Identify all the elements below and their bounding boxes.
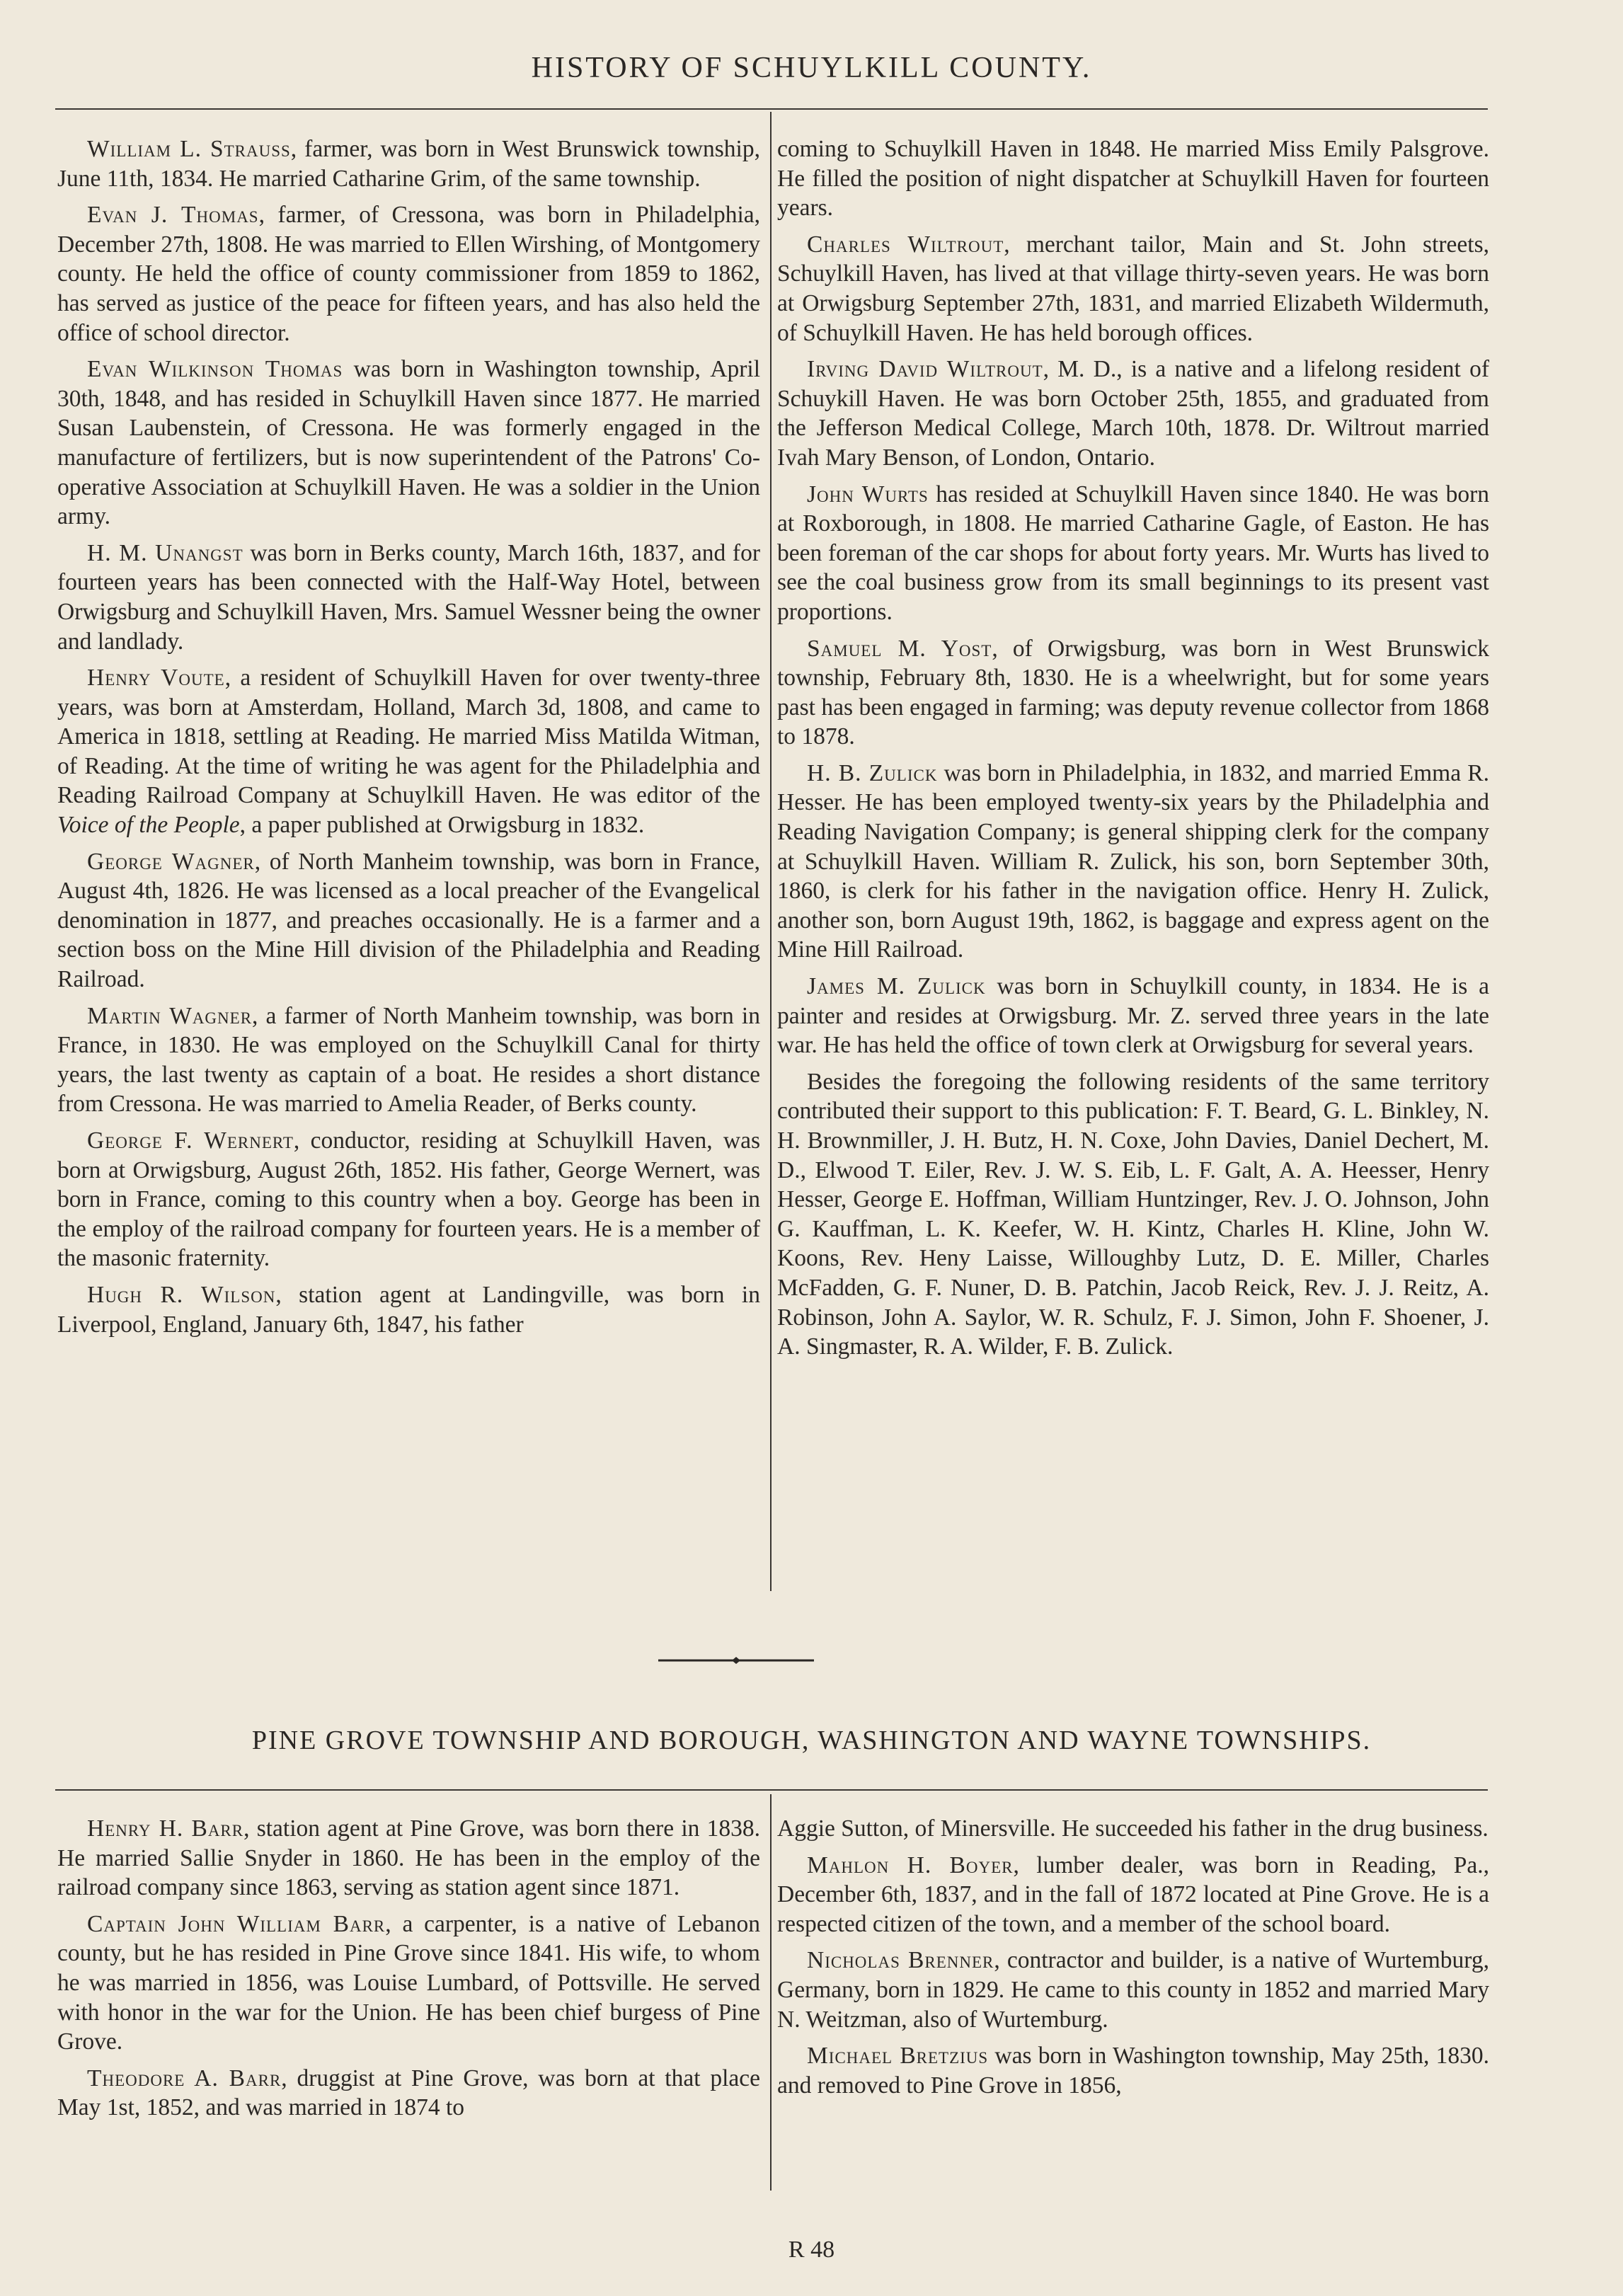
entry-name: Michael Bretzius <box>807 2043 989 2070</box>
entry-evan-j-thomas <box>57 200 760 348</box>
entry-text: , station agent at Landingville, was born in Liverpool, England, January 6th, 1847, his father <box>57 1281 760 1338</box>
entry-name: John Wurts <box>807 481 929 507</box>
entry-text: was born in Berks county, March 16th, 1837, and for fourteen years has been connected with the Half-Way Hotel, between Orwigsburg and Schuylkill Haven, Mrs. Samuel Wessner being the owner and landlady. <box>57 539 760 655</box>
entry-h-b-zulick <box>777 759 1489 965</box>
entry-name: Theodore A. Barr <box>87 2065 282 2091</box>
entry-name: Samuel M. Yost <box>807 635 992 662</box>
entry-text: has resided at Schuylkill Haven since 1840. He was born at Roxborough, in 1808. He married Catharine Gagle, of Easton. He has been foreman of the car shops for about forty years. Mr. Wurts has lived to see the coal business grow from its small beginnings to its present vast proportions. <box>777 481 1489 625</box>
closing-paragraph: Besides the foregoing the following residents of the same territory contributed their support to this publication: F. T. Beard, G. L. Binkley, N. H. Brownmiller, J. H. Butz, H. N. Coxe, John Davies, Daniel Dechert, M. D., Elwood T. Eiler, Rev. J. W. S. Eib, L. F. Galt, A. A. Heesser, Henry Hesser, George E. Hoffman, William Huntzinger, Rev. J. O. Johnson, John G. Kauffman, L. K. Keefer, W. H. Kintz, Charles H. Kline, John W. Koons, Rev. Heny Laisse, Willoughby Lutz, D. E. Miller, Charles McFadden, G. F. Nuner, D. B. Patchin, Jacob Reick, Rev. J. J. Reitz, A. Robinson, John A. Saylor, W. R. Schulz, F. J. Simon, John F. Shoener, J. A. Singmaster, R. A. Wilder, F. B. Zulick. <box>777 1068 1489 1360</box>
section-title: PINE GROVE TOWNSHIP AND BOROUGH, WASHINGTON AND WAYNE TOWNSHIPS. <box>251 1726 1372 1755</box>
entry-text: , contractor and builder, is a native of Wurtemburg, Germany, born in 1829. He came to this county in 1852 and married Mary N. Weitzman, also of Wurtemburg. <box>777 1947 1489 2033</box>
entry-text: was born in Washington township, May 25th, 1830. and removed to Pine Grove in 1856, <box>777 2043 1489 2099</box>
entry-irving-david-wiltrout <box>777 355 1489 472</box>
entry-text: was born in Washington township, April 30th, 1848, and has resided in Schuylkill Haven since 1877. He married Susan Laubenstein, of Cressona. He was formerly engaged in the manufacture of fertilizers, but is now superintendent of the Patrons' Co-operative Association at Schuylkill Haven. He was a soldier in the Union army. <box>57 356 760 530</box>
entry-name: Mahlon H. Boyer <box>807 1852 1014 1878</box>
entry-henry-voute <box>57 663 760 840</box>
entry-continuation: coming to Schuylkill Haven in 1848. He married Miss Emily Palsgrove. He filled the position of night dispatcher at Schuylkill Haven for fourteen years. <box>777 136 1489 222</box>
section1-left-column <box>57 134 760 1339</box>
section-rule <box>55 1789 1488 1791</box>
entry-text: , lumber dealer, was born in Reading, Pa., December 6th, 1837, and in the fall of 1872 located at Pine Grove. He is a respected citizen of the town, and a member of the school board. <box>777 1852 1489 1937</box>
top-rule <box>55 108 1488 110</box>
entry-name: H. B. Zulick <box>807 759 938 786</box>
entry-william-l-strauss <box>57 134 760 193</box>
entry-name: Irving David Wiltrout <box>807 356 1043 383</box>
entry-text: , a carpenter, is a native of Lebanon county, but he has resided in Pine Grove since 1841. His wife, to whom he was married in 1856, was Louise Lumbard, of Pottsville. He served with honor in the war for the Union. He has been chief burgess of Pine Grove. <box>57 1910 760 2055</box>
entry-text: , merchant tailor, Main and St. John streets, Schuylkill Haven, has lived at that village thirty-seven years. He was born at Orwigsburg September 27th, 1831, and married Elizabeth Wildermuth, of Schuylkill Haven. He has held borough offices. <box>777 231 1489 346</box>
entry-text-end: , a paper published at Orwigsburg in 1832. <box>239 812 645 839</box>
entry-name: Captain John William Barr <box>87 1910 386 1937</box>
section1-column-divider <box>770 112 772 1591</box>
entry-samuel-m-yost <box>777 634 1489 752</box>
entry-nicholas-brenner <box>777 1946 1489 2034</box>
entry-name: George Wagner <box>87 848 255 875</box>
entry-name: Evan Wilkinson Thomas <box>87 356 343 383</box>
entry-michael-bretzius <box>777 2041 1489 2100</box>
entry-theodore-a-barr <box>57 2064 760 2123</box>
entry-name: Hugh R. Wilson <box>87 1281 276 1308</box>
entry-name: H. M. Unangst <box>87 539 243 566</box>
entry-text: , farmer, of Cressona, was born in Philadelphia, December 27th, 1808. He was married to Ellen Wirshing, of Montgomery county. He held the office of county commissioner from 1859 to 1862, has served as justice of the peace for fifteen years, and has also held the office of school director. <box>57 202 760 346</box>
entry-text: was born in Philadelphia, in 1832, and married Emma R. Hesser. He has been employed twenty-six years by the Philadelphia and Reading Navigation Company; is general shipping clerk for the company at Schuylkill Haven. William R. Zulick, his son, born September 30th, 1860, is clerk for his father in the navigation office. Henry H. Zulick, another son, born August 19th, 1862, is baggage and express agent on the Mine Hill Railroad. <box>777 759 1489 963</box>
entry-mahlon-h-boyer <box>777 1851 1489 1939</box>
section1-right-column <box>777 134 1489 1362</box>
entry-text: , a farmer of North Manheim township, was born in France, in 1830. He was employed on the Schuylkill Canal for thirty years, the last twenty as captain of a boat. He resides a short distance from Cressona. He was married to Amelia Reader, of Berks county. <box>57 1002 760 1118</box>
page-title: HISTORY OF SCHUYLKILL COUNTY. <box>531 52 1092 84</box>
entry-continuation: Aggie Sutton, of Minersville. He succeeded his father in the drug business. <box>777 1815 1489 1842</box>
entry-hugh-r-wilson <box>57 1280 760 1339</box>
entry-text: , M. D., is a native and a lifelong resident of Schuykill Haven. He was born October 25th, 1855, and graduated from the Jefferson Medical College, March 10th, 1878. Dr. Wiltrout married Ivah Mary Benson, of London, Ontario. <box>777 356 1489 471</box>
ornament-divider <box>658 1655 814 1665</box>
entry-text: , station agent at Pine Grove, was born there in 1838. He married Sallie Snyder in 1860. He has been in the employ of the railroad company since 1863, serving as station agent since 1871. <box>57 1815 760 1901</box>
entry-george-wagner <box>57 847 760 994</box>
entry-name: William L. Strauss <box>87 136 291 162</box>
entry-name: Evan J. Thomas <box>87 202 259 229</box>
entry-name: Martin Wagner <box>87 1002 253 1029</box>
entry-name: Henry Voute <box>87 665 225 691</box>
entry-evan-wilkinson-thomas <box>57 355 760 532</box>
entry-text: , of North Manheim township, was born in France, August 4th, 1826. He was licensed as a local preacher of the Evangelical denomination in 1877, and preaches occasionally. He is a farmer and a section boss on the Mine Hill division of the Philadelphia and Reading Railroad. <box>57 848 760 993</box>
entry-martin-wagner <box>57 1001 760 1119</box>
entry-text: , a resident of Schuylkill Haven for over twenty-three years, was born at Amsterdam, Holland, March 3d, 1808, and came to America in 1818, settling at Reading. He married Miss Matilda Witman, of Reading. At the time of writing he was agent for the Philadelphia and Reading Railroad Company at Schuylkill Haven. He was editor of the <box>57 665 760 809</box>
entry-name: James M. Zulick <box>807 973 986 1000</box>
entry-text: , farmer, was born in West Brunswick township, June 11th, 1834. He married Catharine Grim, of the same township. <box>57 136 760 192</box>
entry-text: , of Orwigsburg, was born in West Brunswick township, February 8th, 1830. He is a wheelwright, but for some years past has been engaged in farming; was deputy revenue collector from 1868 to 1878. <box>777 635 1489 750</box>
section2-left-column <box>57 1814 760 2123</box>
entry-text: , conductor, residing at Schuylkill Haven, was born at Orwigsburg, August 26th, 1852. His father, George Wernert, was born in France, coming to this country when a boy. George has been in the employ of the railroad company for fourteen years. He is a member of the masonic fraternity. <box>57 1127 760 1272</box>
entry-text: , druggist at Pine Grove, was born at that place May 1st, 1852, and was married in 1874 to <box>57 2065 760 2121</box>
entry-henry-h-barr <box>57 1814 760 1902</box>
entry-name: George F. Wernert <box>87 1127 294 1154</box>
entry-george-f-wernert <box>57 1126 760 1273</box>
newspaper-title: Voice of the People <box>57 812 240 839</box>
entry-name: Nicholas Brenner <box>807 1947 994 1974</box>
entry-charles-wiltrout <box>777 230 1489 348</box>
entry-name: Henry H. Barr <box>87 1815 244 1842</box>
entry-john-wurts <box>777 480 1489 627</box>
entry-text: was born in Schuylkill county, in 1834. He is a painter and resides at Orwigsburg. Mr. Z. served three years in the late war. He has held the office of town clerk at Orwigsburg for several years. <box>777 973 1489 1059</box>
entry-james-m-zulick <box>777 972 1489 1060</box>
entry-name: Charles Wiltrout <box>807 231 1004 258</box>
page-number: R 48 <box>788 2237 835 2263</box>
entry-john-william-barr <box>57 1910 760 2057</box>
section2-right-column <box>777 1814 1489 2100</box>
entry-h-m-unangst <box>57 539 760 656</box>
section2-column-divider <box>770 1794 772 2191</box>
